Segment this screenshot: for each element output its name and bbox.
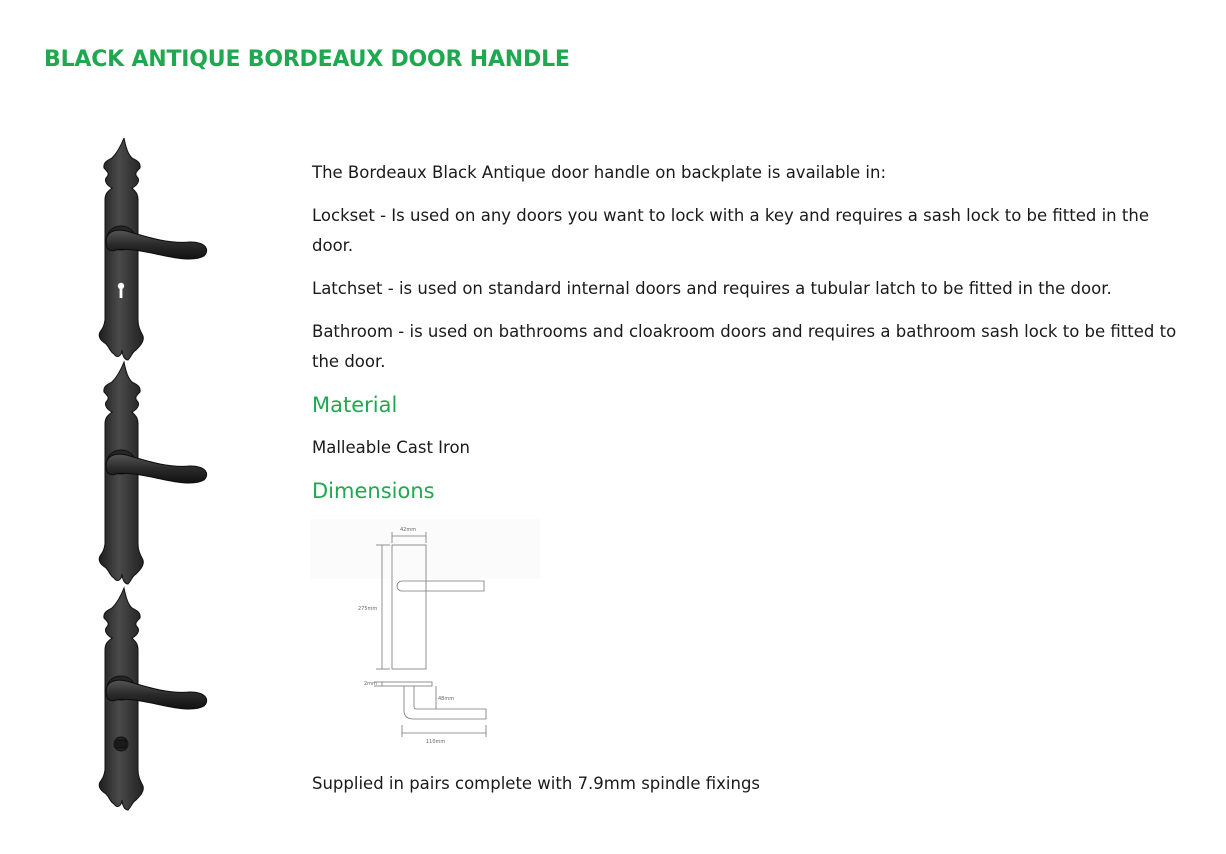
dimensions-heading: Dimensions: [312, 479, 435, 503]
handle-images: [90, 138, 220, 818]
intro-text: The Bordeaux Black Antique door handle on backplate is available in:: [312, 163, 887, 182]
footer-note: Supplied in pairs complete with 7.9mm spindle fixings: [312, 774, 761, 793]
projection-dimension-label: 48mm: [438, 696, 455, 702]
height-dimension-label: 275mm: [358, 606, 378, 612]
lockset-handle-icon: [99, 138, 206, 360]
latchset-handle-icon: [99, 362, 206, 584]
page-title: BLACK ANTIQUE BORDEAUX DOOR HANDLE: [44, 47, 570, 72]
length-dimension-label: 110mm: [426, 739, 446, 745]
handle-images-svg: [90, 138, 220, 818]
material-value: Malleable Cast Iron: [312, 438, 471, 457]
bathroom-handle-icon: [99, 588, 206, 810]
material-heading: Material: [312, 393, 398, 417]
thickness-dimension-label: 2mm: [364, 681, 377, 687]
dimensions-drawing: [310, 519, 540, 755]
product-description: [312, 158, 1182, 812]
option-latchset: Latchset - is used on standard internal doors and requires a tubular latch to be fitted in the door.: [312, 279, 1112, 298]
option-bathroom: Bathroom - is used on bathrooms and cloakroom doors and requires a bathroom sash lock to be fitted to the door.: [312, 322, 1177, 371]
plan-view: [374, 682, 486, 737]
option-lockset: Lockset - Is used on any doors you want to lock with a key and requires a sash lock to be fitted in the door.: [312, 206, 1149, 255]
width-dimension-label: 42mm: [400, 527, 417, 533]
